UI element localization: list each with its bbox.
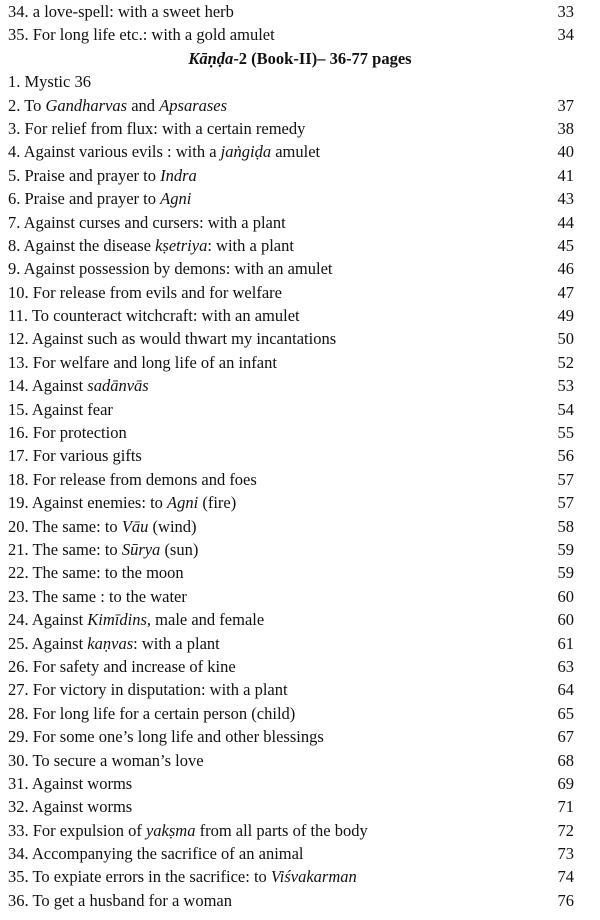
entry-title-text: 27. For victory in disputation: with a plant (8, 680, 288, 700)
entry-page-number: 55 (557, 423, 574, 443)
entry-title-text: 26. For safety and increase of kine (8, 656, 236, 676)
contents-entry (0, 865, 600, 888)
contents-entry (0, 211, 600, 234)
contents-entry (0, 70, 600, 93)
entry-title-text: 31. Against worms (8, 773, 133, 793)
entry-title (8, 819, 368, 842)
entry-title (8, 374, 149, 397)
entry-page-number: 52 (557, 352, 574, 372)
entry-page-number: 45 (557, 235, 574, 255)
entry-title (8, 327, 336, 350)
entry-page-number: 58 (557, 516, 574, 536)
contents-entry (0, 725, 600, 748)
entry-title-text: 1. Mystic 36 (8, 72, 91, 92)
entry-title-text: 35. To expiate errors in the sacrifice: to (8, 867, 271, 887)
entry-title (8, 164, 197, 187)
entry-title-text: 36. To get a husband for a woman (8, 890, 232, 910)
contents-entry (0, 678, 600, 701)
entry-title (8, 749, 204, 772)
entry-title-text: 3. For relief from flux: with a certain remedy (8, 118, 306, 138)
entry-title-text: 29. For some one’s long life and other blessings (8, 727, 324, 747)
contents-entry (0, 187, 600, 210)
entry-page-number: 63 (557, 656, 574, 676)
entry-title-text: 5. Praise and prayer to (8, 165, 161, 185)
contents-entry (0, 772, 600, 795)
entry-page-number: 73 (557, 844, 574, 864)
entry-page-number: 38 (557, 118, 574, 138)
entry-page-number: 64 (557, 680, 574, 700)
contents-entry (0, 655, 600, 678)
entry-page-number: 74 (557, 867, 574, 887)
entry-title-text: 9. Against possession by demons: with an amulet (8, 259, 333, 279)
entry-title-text: 28. For long life for a certain person (child) (8, 703, 296, 723)
entry-page-number: 49 (557, 306, 574, 326)
entry-page-number: 67 (557, 727, 574, 747)
entry-title (8, 655, 236, 678)
entry-title-text: 7. Against curses and cursers: with a plant (8, 212, 286, 232)
contents-entry (0, 117, 600, 140)
entry-title-text: , male and female (146, 610, 265, 630)
entry-title-italic: kṣetriya (155, 235, 208, 255)
entry-title-text: 24. Against (8, 610, 88, 630)
entry-page-number: 60 (557, 610, 574, 630)
entry-title-italic: Indra (160, 165, 197, 185)
entry-title-text: 11. To counteract witchcraft: with an amulet (8, 306, 300, 326)
section-heading-rest: -2 (Book-II)– 36-77 pages (233, 48, 412, 68)
contents-entry (0, 281, 600, 304)
entry-page-number: 65 (557, 703, 574, 723)
contents-entry (0, 795, 600, 818)
entry-title-italic: Vāu (121, 516, 149, 536)
contents-entry (0, 515, 600, 538)
entry-title-text: 30. To secure a woman’s love (8, 750, 204, 770)
entry-title-text: 13. For welfare and long life of an infant (8, 352, 277, 372)
contents-entry (0, 304, 600, 327)
contents-entry (0, 561, 600, 584)
entry-title-text: : with a plant (133, 633, 220, 653)
entry-page-number: 71 (557, 797, 574, 817)
contents-entry (0, 585, 600, 608)
entry-title-text: 35. For long life etc.: with a gold amulet (8, 25, 275, 45)
entry-title (8, 94, 227, 117)
entry-title-italic: sadānvās (87, 376, 149, 396)
entry-title-text: 17. For various gifts (8, 446, 142, 466)
entry-title (8, 702, 295, 725)
entry-title-italic: Gandharvas (45, 95, 128, 115)
contents-entry (0, 164, 600, 187)
entry-title-text: from all parts of the body (195, 820, 368, 840)
entry-page-number: 53 (557, 376, 574, 396)
entry-page-number: 57 (557, 493, 574, 513)
entry-title (8, 608, 264, 631)
contents-entry (0, 889, 600, 912)
entry-title-italic: Viśvakarman (270, 867, 357, 887)
entry-title-text: 14. Against (8, 376, 88, 396)
entry-title-text: 34. a love-spell: with a sweet herb (8, 2, 234, 21)
entry-page-number: 50 (557, 329, 574, 349)
contents-entry (0, 327, 600, 350)
entry-page-number: 46 (557, 259, 574, 279)
entry-title (8, 515, 197, 538)
entry-title-italic: jaṅgiḍa (220, 142, 272, 162)
entry-title (8, 865, 357, 888)
entry-title (8, 187, 191, 210)
entry-page-number: 57 (557, 469, 574, 489)
entry-title-text: and (127, 95, 160, 115)
entry-title-text: amulet (271, 142, 321, 162)
entry-title (8, 842, 304, 865)
entry-title-text: 15. Against fear (8, 399, 113, 419)
entry-page-number: 43 (557, 189, 574, 209)
contents-entry (0, 608, 600, 631)
entry-title (8, 585, 187, 608)
entry-title (8, 140, 320, 163)
entry-title-text: (fire) (198, 493, 237, 513)
entry-title-text: 12. Against such as would thwart my incantations (8, 329, 337, 349)
entry-title-text: : with a plant (207, 235, 294, 255)
entry-title (8, 23, 275, 46)
contents-entry (0, 421, 600, 444)
contents-entry (0, 140, 600, 163)
entry-title-text: 23. The same : to the water (8, 586, 187, 606)
entry-title-italic: Apsarases (159, 95, 228, 115)
entry-title (8, 538, 198, 561)
contents-entry (0, 257, 600, 280)
contents-entry (0, 398, 600, 421)
entry-page-number: 34 (557, 25, 574, 45)
entry-title (8, 444, 142, 467)
entry-title (8, 795, 132, 818)
entry-page-number: 59 (557, 539, 574, 559)
entry-title (8, 117, 305, 140)
entry-page-number: 47 (557, 282, 574, 302)
entry-title-text: (wind) (148, 516, 197, 536)
entry-title-text: 18. For release from demons and foes (8, 469, 257, 489)
entry-title-text: 4. Against various evils : with a (8, 142, 221, 162)
entry-page-number: 44 (557, 212, 574, 232)
entry-title (8, 772, 132, 795)
section-heading (0, 47, 600, 70)
entry-title (8, 281, 282, 304)
entry-title (8, 70, 91, 93)
contents-entry (0, 444, 600, 467)
entry-page-number: 33 (557, 2, 574, 21)
entry-page-number: 59 (557, 563, 574, 583)
entry-page-number: 60 (557, 586, 574, 606)
contents-entry (0, 234, 600, 257)
entry-title (8, 491, 236, 514)
entry-title-text: 33. For expulsion of (8, 820, 146, 840)
entry-title-text: 34. Accompanying the sacrifice of an animal (8, 844, 304, 864)
entry-title-text: 22. The same: to the moon (8, 563, 184, 583)
entry-title (8, 421, 127, 444)
section-heading-kanda: Kāṇḍa (188, 48, 234, 68)
entry-title-text: (sun) (160, 539, 199, 559)
contents-entry (0, 0, 600, 23)
entry-page-number: 56 (557, 446, 574, 466)
entry-title (8, 351, 277, 374)
entry-page-number: 54 (557, 399, 574, 419)
entry-title-italic: Sūrya (121, 539, 161, 559)
entry-title (8, 234, 294, 257)
entry-title-italic: yakṣma (145, 820, 196, 840)
entry-title-text: 25. Against (8, 633, 88, 653)
entry-page-number: 69 (557, 773, 574, 793)
contents-entry (0, 23, 600, 46)
entry-title-text: 21. The same: to (8, 539, 122, 559)
entry-title (8, 632, 220, 655)
entry-title (8, 678, 288, 701)
entry-title-text: 10. For release from evils and for welfare (8, 282, 282, 302)
entry-page-number: 76 (557, 890, 574, 910)
entry-title (8, 0, 234, 23)
entry-title (8, 468, 257, 491)
contents-entry (0, 351, 600, 374)
entry-title-text: 16. For protection (8, 423, 127, 443)
contents-entry (0, 749, 600, 772)
contents-entry (0, 94, 600, 117)
entry-title-text: 20. The same: to (8, 516, 122, 536)
contents-entry (0, 468, 600, 491)
entry-title-italic: Kimīdins (87, 610, 147, 630)
entry-page-number: 68 (557, 750, 574, 770)
contents-entry (0, 702, 600, 725)
entry-title (8, 889, 232, 912)
entry-title-text: 6. Praise and prayer to (8, 189, 161, 209)
contents-entry (0, 538, 600, 561)
contents-entry (0, 374, 600, 397)
entry-title-text: 32. Against worms (8, 797, 133, 817)
entry-title-text: 8. Against the disease (8, 235, 156, 255)
entry-title (8, 561, 184, 584)
contents-entry (0, 842, 600, 865)
entry-title-italic: Agni (167, 493, 199, 513)
entry-title (8, 304, 300, 327)
contents-entry (0, 819, 600, 842)
entry-page-number: 37 (557, 95, 574, 115)
entry-title (8, 257, 332, 280)
contents-entry (0, 632, 600, 655)
contents-entry (0, 491, 600, 514)
entry-title-text: 19. Against enemies: to (8, 493, 168, 513)
entry-page-number: 41 (557, 165, 574, 185)
entry-title (8, 211, 286, 234)
entry-title-text: 2. To (8, 95, 46, 115)
section-heading-text (0, 47, 600, 70)
entry-title-italic: kaṇvas (87, 633, 134, 653)
entry-title (8, 725, 324, 748)
entry-title-italic: Agni (160, 189, 192, 209)
entry-page-number: 72 (557, 820, 574, 840)
entry-page-number: 40 (557, 142, 574, 162)
entry-page-number: 61 (557, 633, 574, 653)
entry-title (8, 398, 113, 421)
